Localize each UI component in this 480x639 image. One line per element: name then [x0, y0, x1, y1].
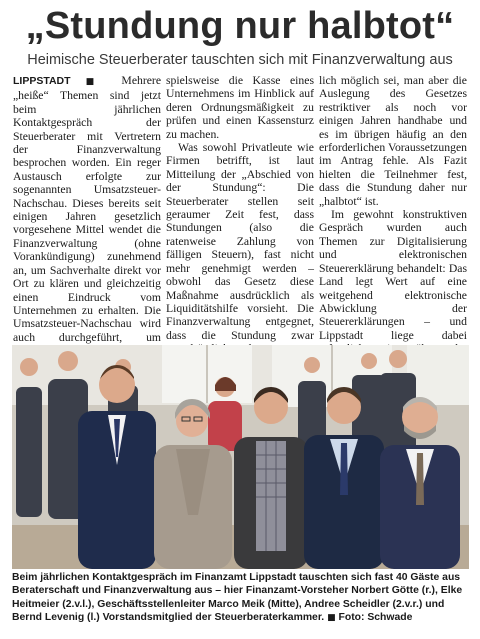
credit-marker: ■: [327, 612, 336, 623]
article-headline: „Stundung nur halbtot“: [25, 5, 455, 47]
group-photo: [12, 345, 469, 569]
column-1-paragraph-1: Mehrere „heiße“ Themen sind jetzt beim jährlichen Kontaktgespräch der Steuerberater mit Vertretern der Finanzverwaltung besprochen worden. Ein reger Austausch erfolgte zur sogenannten Umsatzsteuer-Nachschau. Dieses bereits seit einigen Jahren gesetzlich vorgesehene Mittel wendet die Finanzverwaltung (ohne Vorankündigung) zunehmend an, um Sachverhalte direkt vor Ort zu klären und gleichzeitig einen Eindruck vom Unternehmen zu erhalten. Die Umsatzsteuer-Nachschau wird auch durchgeführt, um: [13, 74, 162, 344]
article-column-2: [166, 74, 314, 342]
column-2-paragraph-1: spielsweise die Kasse eines Unternehmens im Hinblick auf deren Ordnungsmäßigkeit zu prüfen und einen Kassensturz zu machen.: [166, 74, 314, 141]
article-subheadline: Heimische Steuerberater tauschten sich mit Finanzverwaltung aus: [27, 52, 453, 68]
column-2-paragraph-2: Was sowohl Privatleute wie Firmen betrifft, ist laut Mitteilung der „Abschied von der Stundung“: Die Steuerberater stellen seit geraumer Zeit fest, dass Stundungen (also die ratenweise Zahlung von fälligen Steuern), fast nicht mehr genehmigt werden – obwohl das Gesetz diese Maßnahme ausdrücklich als Liquiditätshilfe vorsieht. Die Finanzverwaltung entgegnet, dass die Stundung zwar: [166, 141, 314, 342]
article-column-1: [13, 74, 161, 342]
caption-text: Beim jährlichen Kontaktgespräch im Finanzamt Lippstadt tauschten sich fast 40 Gäste aus Beraterschaft und Finanzverwaltung aus – hier Finanzamt-Vorsteher Norbert Götte (r.), Elke Heitmeier (2.v.l.), Geschäftsstellenleiter Marco Meik (Mitte), Andree Scheidler (2.v.r.) und Bernd Levenig (l.) Vorstandsmitglied der Steuerberaterkammer.: [12, 572, 463, 623]
dateline-bullet: ■: [85, 77, 107, 87]
article-column-3: [319, 74, 467, 342]
group-photo-illustration: [12, 345, 469, 569]
photo-caption: [12, 571, 469, 633]
dateline: LIPPSTADT: [13, 75, 71, 87]
column-3-paragraph-2: Im gewohnt konstruktiven Gespräch wurden auch Themen zur Digitalisierung und elektronischen Steuererklärung behandelt: Das Land legt Wert auf eine weitgehend elektronische Abwicklung der Steuererklärungen – und Lippstadt liege dabei: [319, 208, 467, 342]
column-3-paragraph-1: lich möglich sei, man aber die Auslegung des Gesetzes restriktiver als noch vor einigen Jahren handhabe und es im übrigen häufig an den erforderlichen Voraussetzungen im Antrag fehle. Als Fazit hielten die Teilnehmer fest, dass die Stundung daher nur „halbtot“ ist.: [319, 74, 467, 208]
photo-credit: Foto: Schwade: [338, 611, 413, 623]
